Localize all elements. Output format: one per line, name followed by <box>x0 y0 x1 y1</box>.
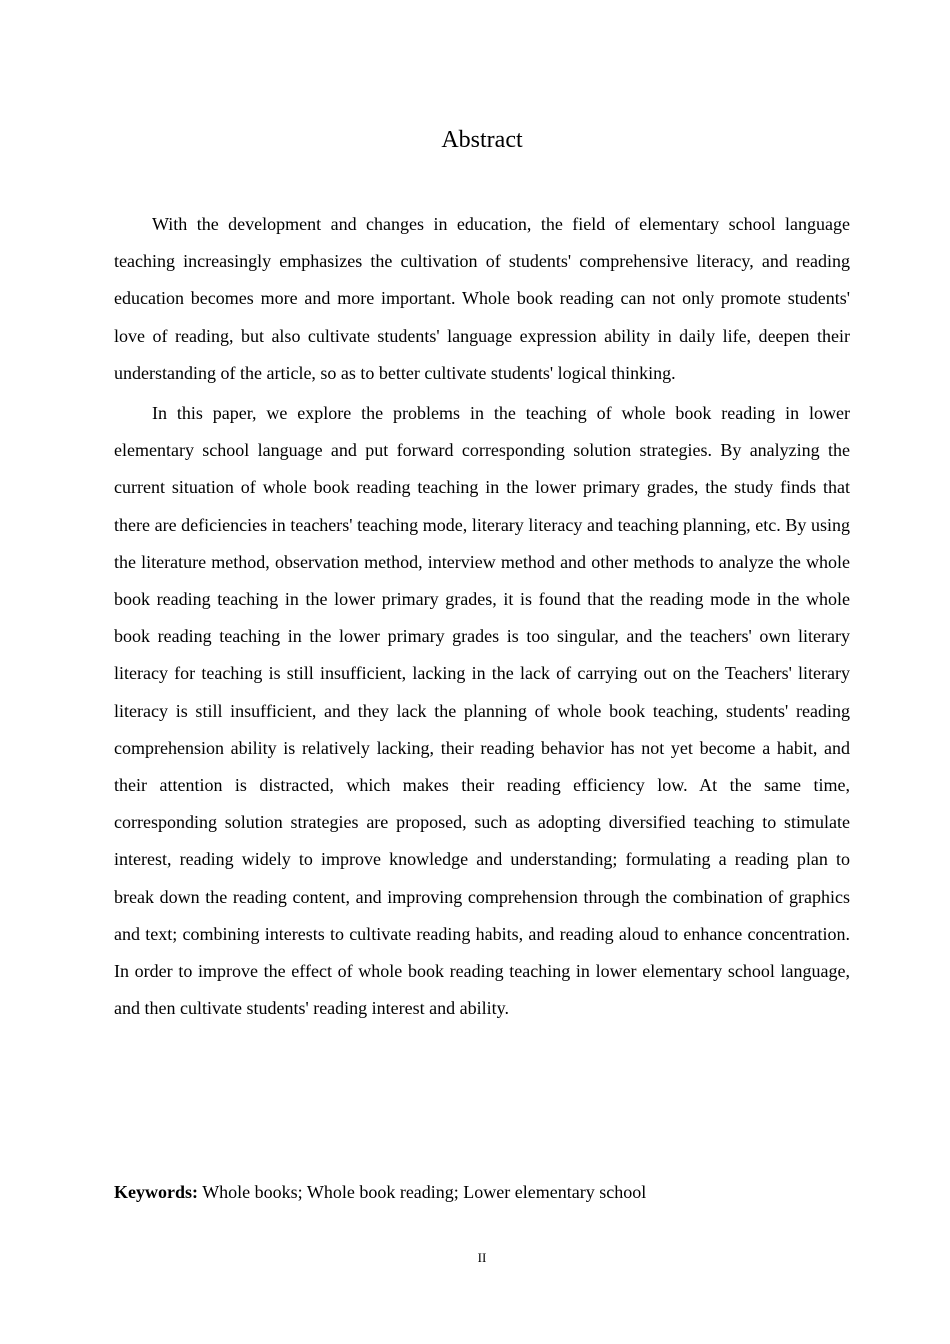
keywords-line <box>114 1176 850 1208</box>
abstract-paragraph-1: With the development and changes in education, the field of elementary school language teaching increasingly emphasizes the cultivation of students' comprehensive literacy, and reading education becomes more and more important. Whole book reading can not only promote students' love of reading, but also cultivate students' language expression ability in daily life, deepen their understanding of the article, so as to better cultivate students' logical thinking. <box>114 214 850 383</box>
page-number: II <box>477 1250 487 1265</box>
keywords-text: Whole books; Whole book reading; Lower elementary school <box>202 1182 647 1202</box>
keywords-label: Keywords: <box>114 1182 198 1202</box>
abstract-title: Abstract <box>441 127 523 153</box>
abstract-body <box>114 206 850 1027</box>
abstract-paragraph-2: In this paper, we explore the problems in the teaching of whole book reading in lower elementary school language and put forward corresponding solution strategies. By analyzing the current situation of whole book reading teaching in the lower primary grades, the study finds that there are deficiencies in teachers' teaching mode, literary literacy and teaching planning, etc. By using the literature method, observation method, interview method and other methods to analyze the whole book reading teaching in the lower primary grades, it is found that the reading mode in the whole book reading teaching in the lower primary grades is too singular, and the teachers' own literary literacy for teaching is still insufficient, lacking in the lack of carrying out on the Teachers' literary literacy is still insufficient, and they lack the planning of whole book teaching, students' reading comprehension ability is relatively lacking, their reading behavior has not yet become a habit, and their attention is distracted, which makes their reading efficiency low. At the same time, corresponding solution strategies are proposed, such as adopting diversified teaching to stimulate interest, reading widely to improve knowledge and understanding; formulating a reading plan to break down the reading content, and improving comprehension through the combination of graphics and text; combining interests to cultivate reading habits, and reading aloud to enhance concentration. In order to improve the effect of whole book reading teaching in lower elementary school language, and then cultivate students' reading interest and ability. <box>114 403 850 1019</box>
